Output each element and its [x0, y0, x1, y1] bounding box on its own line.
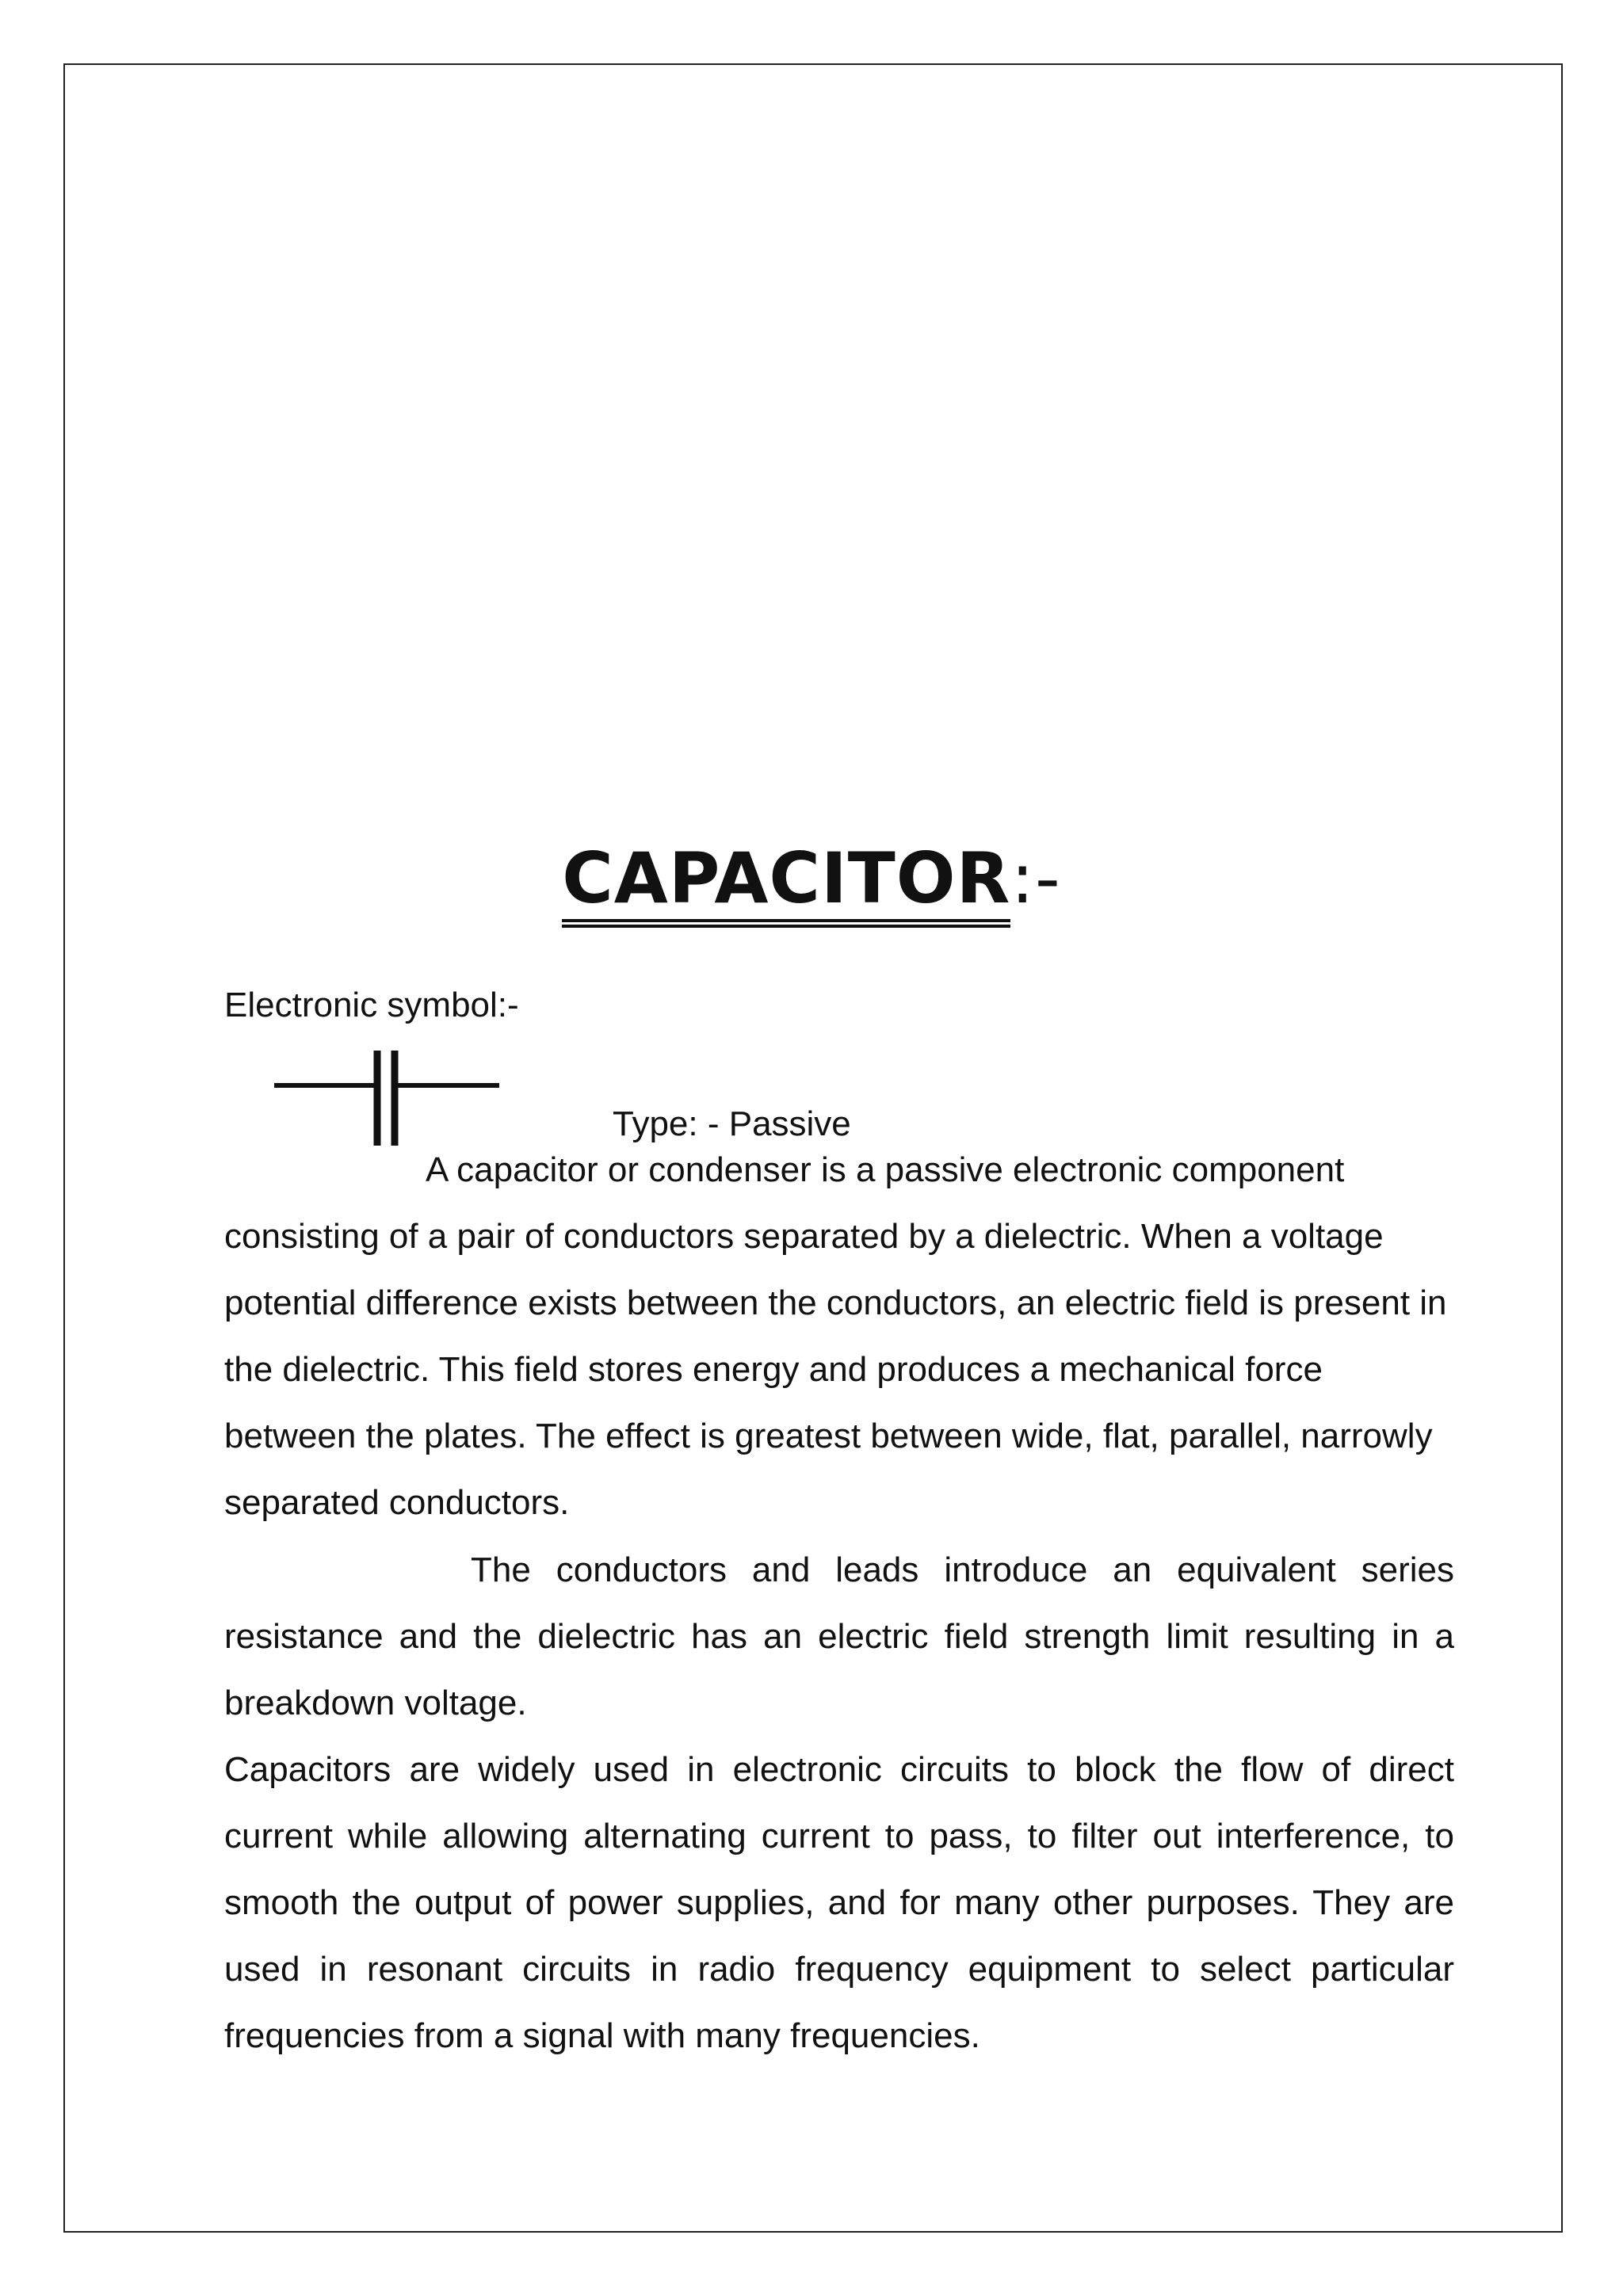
paragraph-3: Capacitors are widely used in electronic circuits to block the flow of direct current while allowing alternating current to pass, to filter out interference, to smooth the output of power supplies, and for many other purposes. They are used in resonant circuits in radio frequency equipment to select particular frequencies from a signal with many frequencies. — [224, 1750, 1454, 2055]
title-suffix: :- — [1010, 837, 1061, 919]
title-text: CAPACITOR — [562, 837, 1011, 919]
page-title — [0, 837, 1623, 919]
type-label: Type: - Passive — [613, 1104, 851, 1143]
symbol-label: Electronic symbol:- — [224, 986, 519, 1024]
paragraph-1: A capacitor or condenser is a passive electronic component consisting of a pair of conductors separated by a dielectric. When a voltage potential difference exists between the conductors, an electric field is present in the dielectric. This field stores energy and produces a mechanical force between the plates. The effect is greatest between wide, flat, parallel, narrowly separated conductors. — [224, 1150, 1447, 1522]
paragraph-2: The conductors and leads introduce an equivalent series resistance and the dielectric has an electric field strength limit resulting in a breakdown voltage. — [224, 1550, 1454, 1722]
